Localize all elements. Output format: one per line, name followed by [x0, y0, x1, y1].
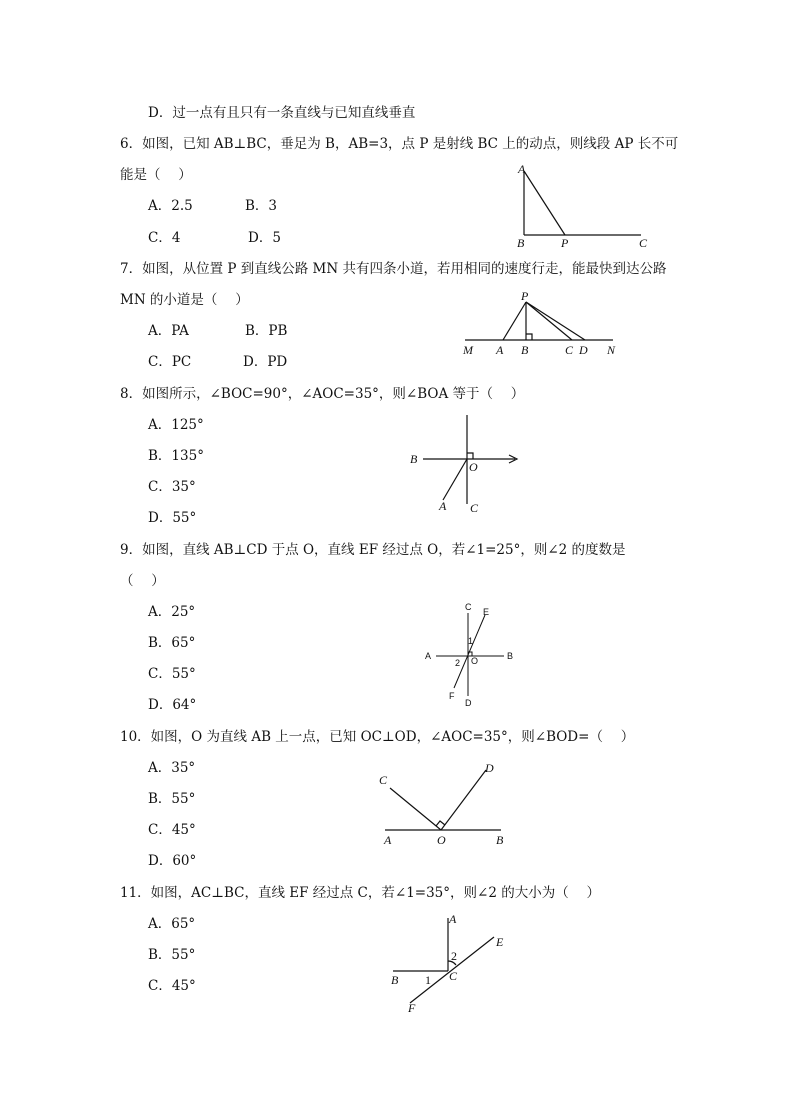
q7-figure	[455, 285, 630, 360]
q7-label-c: C	[565, 343, 574, 357]
q6-option-d: D．5	[248, 230, 281, 246]
q10-stem: 10．如图，O 为直线 AB 上一点，已知 OC⊥OD，∠AOC=35°，则∠BOD=（ ）	[120, 729, 635, 745]
q9-option-d: D．64°	[148, 697, 197, 713]
q9-option-b: B．65°	[148, 635, 196, 651]
q8-label-o: O	[469, 460, 478, 474]
q8-option-b: B．135°	[148, 448, 204, 464]
q8-stem: 8．如图所示，∠BOC=90°，∠AOC=35°，则∠BOA 等于（ ）	[120, 386, 525, 402]
q10-ray-od	[441, 770, 486, 830]
q11-angle-2: 2	[451, 949, 457, 963]
q10-option-b: B．55°	[148, 791, 196, 807]
q6-label-p: P	[561, 236, 569, 250]
q8-label-c: C	[470, 501, 479, 515]
q6-stem-line2: 能是（ ）	[120, 167, 192, 183]
q9-label-f: F	[449, 691, 455, 701]
q10-label-a: A	[384, 833, 392, 847]
q9-label-c: C	[465, 602, 472, 612]
q8-option-c: C．35°	[148, 479, 196, 495]
q11-angle-1: 1	[425, 973, 431, 987]
q8-label-a: A	[439, 499, 447, 513]
q9-angle-2: 2	[455, 658, 461, 668]
q7-option-d: D．PD	[243, 354, 288, 370]
q6-figure	[505, 155, 665, 255]
q8-option-a: A．125°	[148, 417, 204, 433]
q11-label-c: C	[449, 969, 458, 983]
q7-label-p: P	[521, 289, 529, 303]
q8-ray-oa	[443, 459, 467, 500]
q6-label-b: B	[517, 236, 525, 250]
q10-label-b: B	[496, 833, 504, 847]
q11-option-a: A．65°	[148, 916, 196, 932]
q6-label-c: C	[639, 236, 648, 250]
q7-path-pc	[526, 302, 572, 340]
q6-option-a: A．2.5	[148, 198, 193, 214]
q7-option-c: C．PC	[148, 354, 192, 370]
q9-figure	[420, 600, 520, 710]
q10-figure	[375, 760, 515, 850]
q7-path-pa	[503, 302, 526, 340]
q6-label-a: A	[518, 162, 526, 176]
q9-label-b: B	[507, 651, 514, 661]
q10-option-c: C．45°	[148, 822, 196, 838]
q6-segment-ap	[524, 171, 565, 235]
q7-label-b: B	[521, 343, 529, 357]
q6-option-c: C．4	[148, 230, 181, 246]
q7-label-n: N	[607, 343, 616, 357]
q9-label-d: D	[465, 698, 472, 708]
q7-label-d: D	[579, 343, 588, 357]
q11-figure	[385, 910, 515, 1015]
q9-stem-line2: （ ）	[120, 573, 165, 589]
q9-option-a: A．25°	[148, 604, 196, 620]
q11-option-c: C．45°	[148, 978, 196, 994]
q6-stem-line1: 6．如图，已知 AB⊥BC，垂足为 B，AB=3，点 P 是射线 BC 上的动点，则线段 AP 长不可	[120, 136, 679, 152]
q10-label-c: C	[379, 773, 388, 787]
q11-option-b: B．55°	[148, 947, 196, 963]
q10-option-a: A．35°	[148, 760, 196, 776]
q6-option-b: B．3	[245, 198, 278, 214]
q9-angle-1: 1	[468, 636, 474, 646]
q10-label-o: O	[437, 833, 446, 847]
q9-label-o: O	[471, 656, 479, 666]
q9-stem-line1: 9．如图，直线 AB⊥CD 于点 O，直线 EF 经过点 O，若∠1=25°，则∠2 的度数是	[120, 542, 626, 558]
q11-label-b: B	[391, 973, 399, 987]
q7-option-b: B．PB	[245, 323, 288, 339]
q8-figure	[405, 410, 530, 520]
q5-option-d: D．过一点有且只有一条直线与已知直线垂直	[148, 105, 416, 121]
q7-right-angle-mark	[526, 334, 532, 340]
q10-ray-oc	[390, 788, 441, 830]
q11-label-f: F	[408, 1001, 416, 1015]
q8-option-d: D．55°	[148, 510, 197, 526]
q9-label-a: A	[425, 651, 432, 661]
q9-option-c: C．55°	[148, 666, 196, 682]
q7-label-a: A	[496, 343, 504, 357]
q11-stem: 11．如图，AC⊥BC，直线 EF 经过点 C，若∠1=35°，则∠2 的大小为（ ）	[120, 885, 601, 901]
q7-label-m: M	[463, 343, 473, 357]
q10-label-d: D	[485, 761, 494, 775]
q7-stem-line2: MN 的小道是（ ）	[120, 292, 249, 308]
q11-label-e: E	[496, 935, 504, 949]
q7-stem-line1: 7．如图，从位置 P 到直线公路 MN 共有四条小道，若用相同的速度行走，能最快到达公路	[120, 261, 667, 277]
q7-option-a: A．PA	[148, 323, 189, 339]
q10-right-angle-mark	[436, 821, 445, 826]
q8-right-angle-mark	[467, 453, 473, 459]
q7-path-pd	[526, 302, 585, 340]
q8-label-b: B	[410, 452, 418, 466]
q9-label-e: E	[483, 607, 490, 617]
q10-option-d: D．60°	[148, 853, 197, 869]
q11-label-a: A	[449, 912, 457, 926]
